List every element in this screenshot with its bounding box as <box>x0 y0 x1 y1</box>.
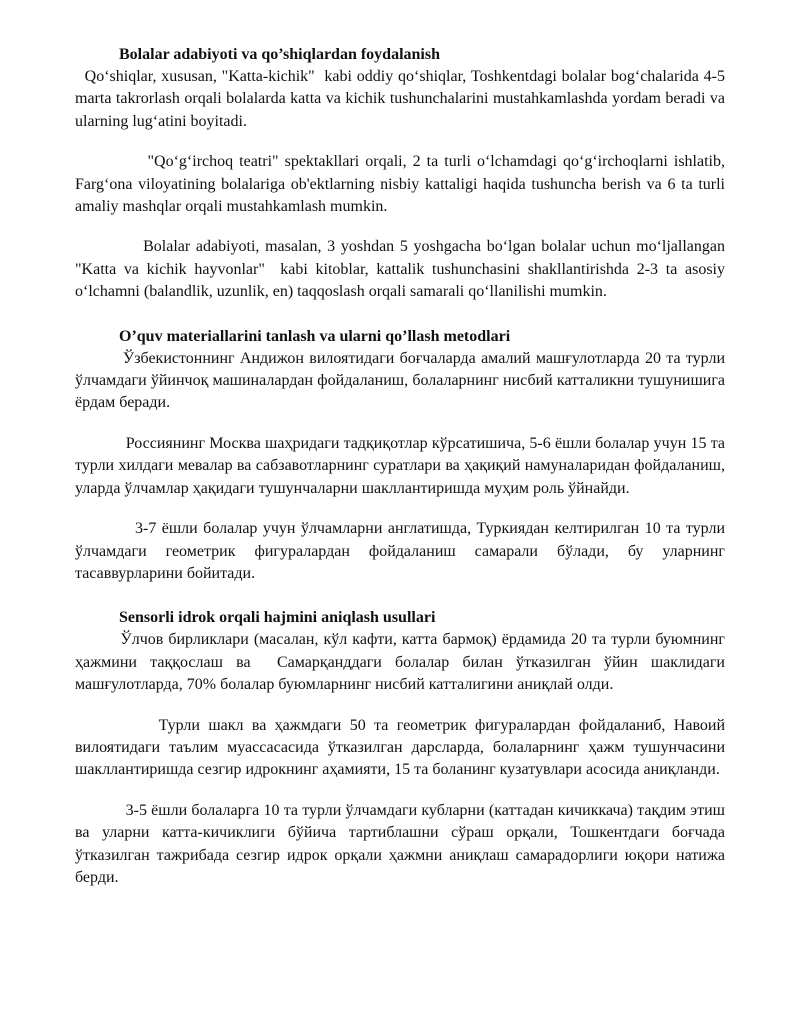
document-page <box>75 44 730 889</box>
paragraph-3-1: Ўлчов бирликлари (масалан, кўл кафти, катта бармоқ) ёрдамида 20 та турли буюмнинг ҳажмини таққослаш ва Самарқанддаги болалар билан ўтказилган ўйин шаклидаги машғулотларда, 70% болалар буюмларнинг нисбий катталигини аниқлай олди. <box>75 631 729 694</box>
paragraph-2-3: 3-7 ёшли болалар учун ўлчамларни англатишда, Туркиядан келтирилган 10 та турли ўлчамдаги геометрик фигуралардан фойдаланиш самарали бўлади, бу уларнинг тасаввурларини бойитади. <box>75 520 730 582</box>
paragraph-2-1: Ўзбекистоннинг Андижон вилоятидаги боғчаларда амалий машғулотларда 20 та турли ўлчамдаги ўйинчоқ машиналардан фойдаланиш, болаларнинг нисбий катталикни тушунишига ёрдам беради. <box>75 349 730 412</box>
section-heading-2: O’quv materiallarini tanlash va ularni qo’llash metodlari <box>119 327 511 345</box>
paragraph-1-3: Bolalar adabiyoti, masalan, 3 yoshdan 5 yoshgacha bo‘lgan bolalar uchun mo‘ljallangan "Katta va kichik hayvonlar" kabi kitoblar, kattalik tushunchasini shakllantirishda 2-3 ta asosiy o‘lchamni (balandlik, uzunlik, en) taqqoslash orqali samarali qo‘llanilishi mumkin. <box>75 238 730 301</box>
paragraph-3-3: 3-5 ёшли болаларга 10 та турли ўлчамдаги кубларни (каттадан кичиккача) тақдим этиш ва уларни катта-кичиклиги бўйича тартиблашни сўраш орқали, Тошкентдаги боғчада ўтказилган тажрибада сезгир идрок орқали ҳажмни аниқлаш самарадорлиги юқори натижа берди. <box>75 801 730 886</box>
paragraph-3-2: Турли шакл ва ҳажмдаги 50 та геометрик фигуралардан фойдаланиб, Навоий вилоятидаги таълим муассасасида ўтказилган дарсларда, болаларнинг ҳажм тушунчасини шакллантиришда сезгир идрокнинг аҳамияти, 15 та боланинг кузатувлари асосида аниқланди. <box>75 716 730 779</box>
section-heading-1: Bolalar adabiyoti va qo’shiqlardan foydalanish <box>119 46 440 63</box>
paragraph-1-2: "Qo‘g‘irchoq teatri" spektakllari orqali, 2 ta turli o‘lchamdagi qo‘g‘irchoqlarni ishlatib, Farg‘ona viloyatining bolalariga ob'ektlarning nisbiy kattaligi haqida tushuncha berish va 6 ta turli amaliy mashqlar orqali mustahkamlash mumkin. <box>75 153 729 216</box>
paragraph-2-2: Россиянинг Москва шаҳридаги тадқиқотлар кўрсатишича, 5-6 ёшли болалар учун 15 та турли хилдаги мевалар ва сабзавотларнинг суратлари ва ҳақиқий намуналаридан фойдаланиш, уларда ўлчамлар ҳақидаги тушунчаларни шакллантиришда муҳим роль ўйнайди. <box>75 434 729 497</box>
paragraph-1-1: Qo‘shiqlar, xususan, "Katta-kichik" kabi oddiy qo‘shiqlar, Toshkentdagi bolalar bog‘chalarida 4-5 marta takrorlash orqali bolalarda katta va kichik tushunchalarini mustahkamlashda yordam beradi va ularning lug‘atini boyitadi. <box>75 68 729 130</box>
section-heading-3: Sensorli idrok orqali hajmini aniqlash usullari <box>119 609 436 627</box>
